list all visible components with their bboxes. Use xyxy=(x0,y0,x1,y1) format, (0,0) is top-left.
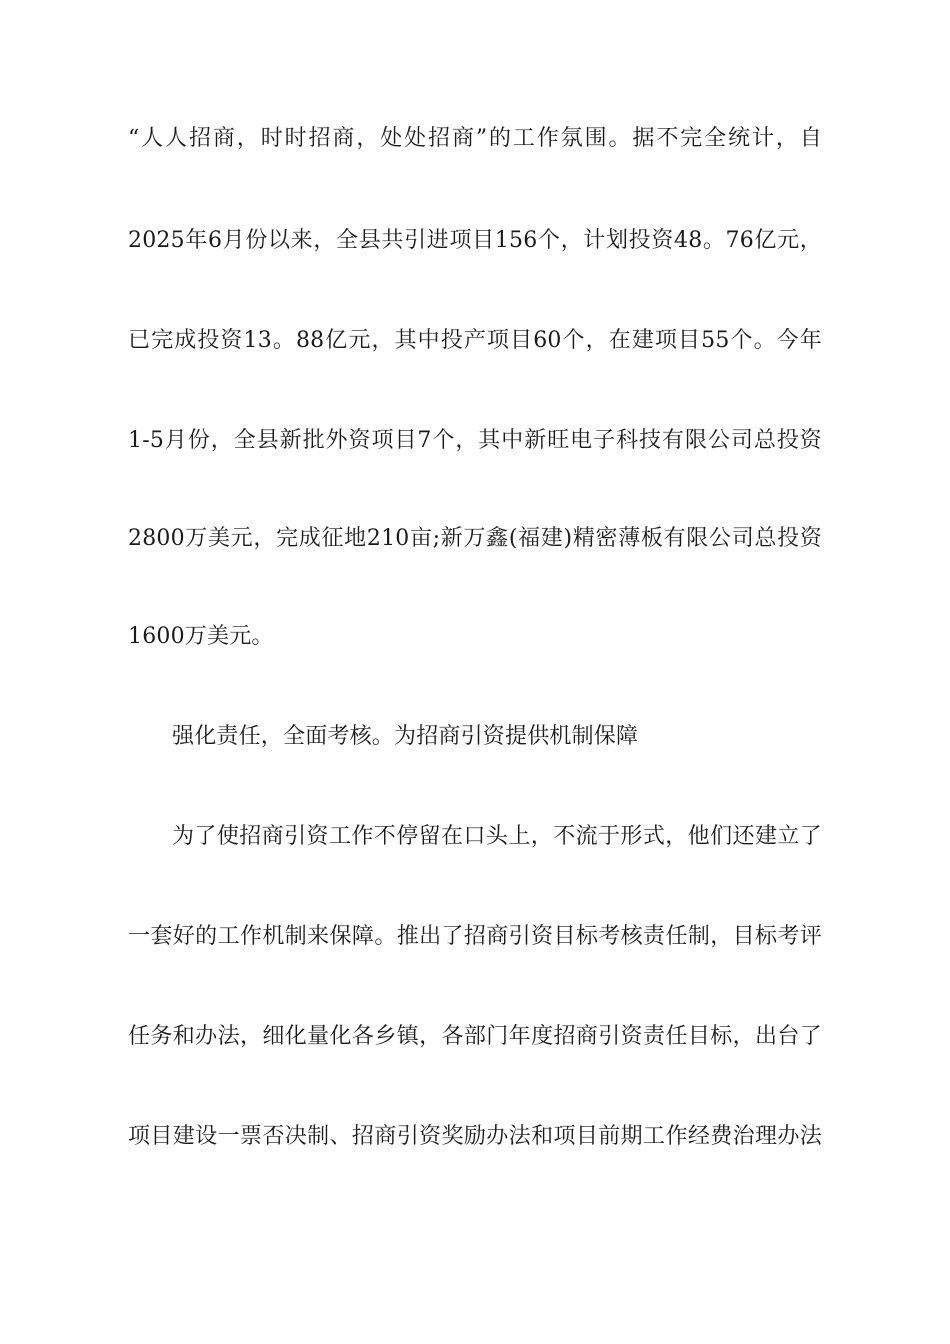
section-heading: 强化责任，全面考核。为招商引资提供机制保障 xyxy=(172,724,639,749)
paragraph2-line-2: 一套好的工作机制来保障。推出了招商引资目标考核责任制，目标考评 xyxy=(128,924,822,949)
paragraph-line-6: 1600万美元。 xyxy=(128,624,274,649)
paragraph-line-1: “人人招商，时时招商，处处招商”的工作氛围。据不完全统计，自 xyxy=(128,126,822,151)
paragraph2-line-1: 为了使招商引资工作不停留在口头上，不流于形式，他们还建立了 xyxy=(172,824,822,849)
paragraph-line-2: 2025年6月份以来，全县共引进项目156个，计划投资48。76亿元， xyxy=(128,228,822,253)
paragraph-line-3: 已完成投资13。88亿元，其中投产项目60个，在建项目55个。今年 xyxy=(128,328,822,353)
paragraph2-line-3: 任务和办法，细化量化各乡镇，各部门年度招商引资责任目标，出台了 xyxy=(128,1024,822,1049)
paragraph-line-4: 1-5月份，全县新批外资项目7个，其中新旺电子科技有限公司总投资 xyxy=(128,428,822,453)
paragraph2-line-4: 项目建设一票否决制、招商引资奖励办法和项目前期工作经费治理办法 xyxy=(128,1124,822,1149)
paragraph-line-5: 2800万美元，完成征地210亩;新万鑫(福建)精密薄板有限公司总投资 xyxy=(128,526,822,551)
